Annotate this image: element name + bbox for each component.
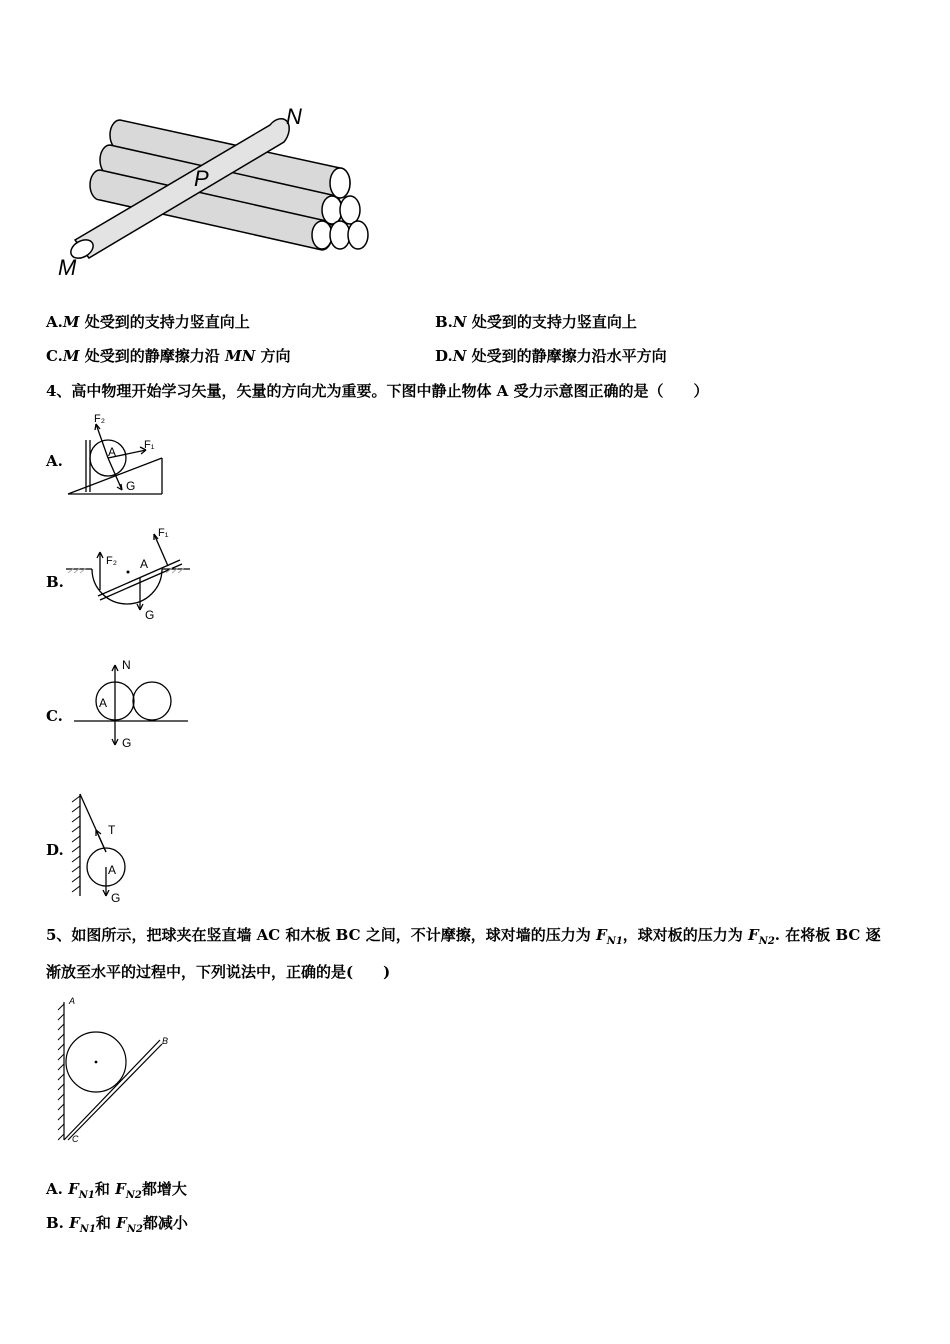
q5-label-b: B xyxy=(162,1036,169,1046)
q4d-g-label: G xyxy=(111,891,121,905)
q4-option-d-label[interactable]: D. xyxy=(46,841,64,859)
q4c-g-label: G xyxy=(122,736,132,750)
label-n: N xyxy=(286,104,302,129)
q4c-n-label: N xyxy=(122,658,131,672)
q4b-f1-label: F₁ xyxy=(158,527,169,539)
q3-option-c[interactable]: C.M 处受到的静摩擦力沿 MN 方向 xyxy=(46,347,291,365)
q5-label-c: C xyxy=(72,1134,79,1144)
q4-option-a-label[interactable]: A. xyxy=(46,452,63,470)
q5-option-b[interactable]: B. $F_{N1}$和 $F_{N2}$都减小 xyxy=(46,1214,188,1235)
q4-figure-a xyxy=(64,410,174,500)
q3-option-b[interactable]: B.N 处受到的支持力竖直向上 xyxy=(435,313,637,331)
q4a-f2-label: F₂ xyxy=(94,413,105,425)
q4-option-b-label[interactable]: B. xyxy=(46,573,64,591)
q4b-f2-label: F₂ xyxy=(106,555,117,567)
label-p: P xyxy=(194,166,209,191)
q4d-a-label: A xyxy=(108,863,117,877)
label-m: M xyxy=(58,255,77,280)
q4a-a-label: A xyxy=(108,445,117,459)
logs-figure xyxy=(50,100,390,285)
q4a-g-label: G xyxy=(126,479,136,493)
q3-option-a[interactable]: A.M 处受到的支持力竖直向上 xyxy=(46,313,250,331)
q4b-g-label: G xyxy=(145,608,155,622)
q3-option-d[interactable]: D.N 处受到的静摩擦力沿水平方向 xyxy=(435,347,667,365)
q4-figure-c xyxy=(70,655,195,755)
q4-stem: 4、高中物理开始学习矢量，矢量的方向尤为重要。下图中静止物体 A 受力示意图正确的是（ ） xyxy=(46,382,709,400)
q5-option-a[interactable]: A. $F_{N1}$和 $F_{N2}$都增大 xyxy=(46,1180,187,1201)
q5-stem-line1: 5、如图所示，把球夹在竖直墙 AC 和木板 BC 之间，不计摩擦，球对墙的压力为 $F_{N1}$，球对板的压力为 $F_{N2}$. 在将板 BC 逐 xyxy=(46,926,881,947)
q5-figure xyxy=(52,994,182,1146)
q4b-a-label: A xyxy=(140,557,149,571)
q4-figure-d xyxy=(66,790,151,905)
q5-label-a: A xyxy=(69,996,76,1006)
q4c-a-label: A xyxy=(99,696,108,710)
q5-stem-line2: 渐放至水平的过程中，下列说法中，正确的是( ) xyxy=(46,963,391,981)
q4-option-c-label[interactable]: C. xyxy=(46,707,63,725)
q4a-f1-label: F₁ xyxy=(144,439,155,451)
q4-figure-b xyxy=(62,522,202,632)
q4d-t-label: T xyxy=(108,823,116,837)
